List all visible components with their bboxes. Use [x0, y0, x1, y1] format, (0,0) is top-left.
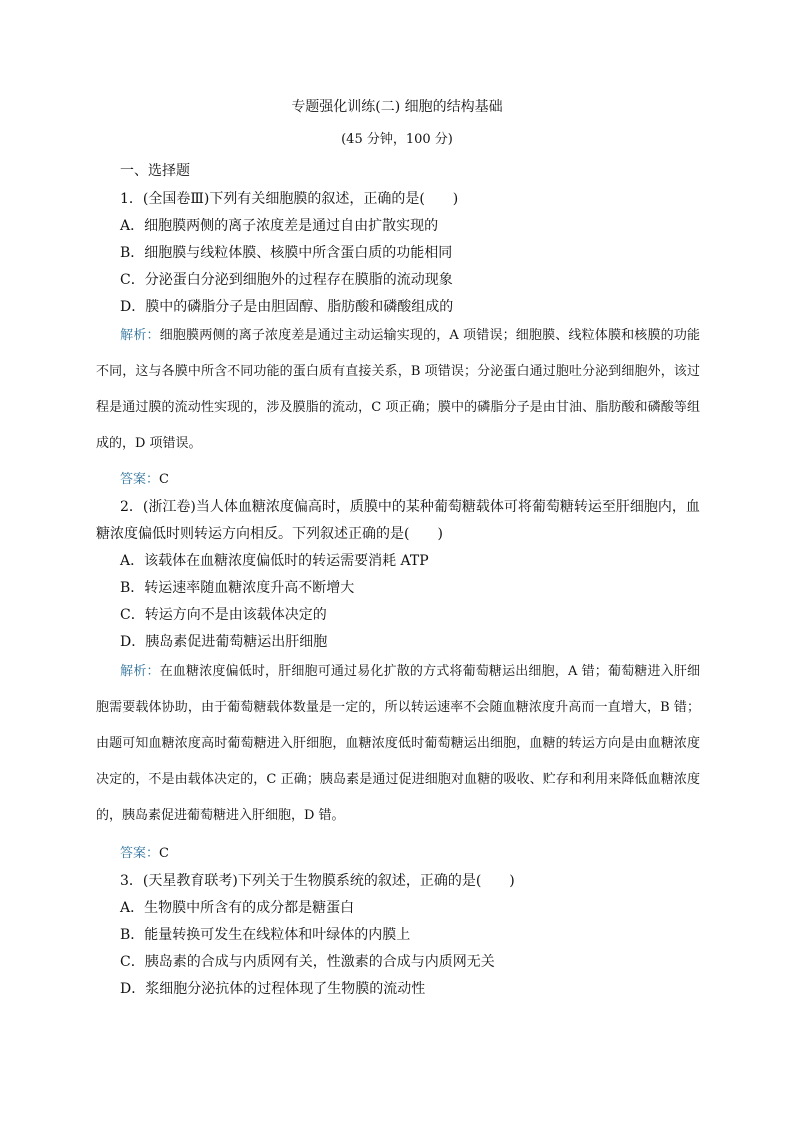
question-2-option-a: A．该载体在血糖浓度偏低时的转运需要消耗 ATP [120, 553, 429, 569]
question-2-option-d: D．胰岛素促进葡萄糖运出肝细胞 [120, 634, 328, 650]
question-2-stem-line-1: 2．(浙江卷)当人体血糖浓度偏高时，质膜中的某种葡萄糖载体可将葡萄糖转运至肝细胞内，血 [120, 499, 700, 515]
question-1-option-a: A．细胞膜两侧的离子浓度差是通过自由扩散实现的 [120, 218, 439, 234]
explanation-text: 细胞膜两侧的离子浓度差是通过主动运输实现的，A 项错误；细胞膜、线粒体膜和核膜的功能不同，这与各膜中所含不同功能的蛋白质有直接关系，B 项错误；分泌蛋白通过胞吐分泌到细胞外，该过程是通过膜的流动性实现的，涉及膜脂的流动，C 项正确；膜中的磷脂分子是由甘油、脂肪酸和磷酸等组成的，D 项错误。 [96, 328, 700, 451]
explanation-label: 解析： [120, 664, 160, 679]
page-subtitle: (45 分钟，100 分) [341, 132, 453, 147]
question-2-stem-line-2: 糖浓度偏低时则转运方向相反。下列叙述正确的是( ) [96, 526, 443, 542]
question-3-stem: 3．(天星教育联考)下列关于生物膜系统的叙述，正确的是( ) [120, 873, 515, 889]
question-1-explanation [96, 318, 700, 462]
section-heading: 一、选择题 [120, 163, 190, 179]
question-2-answer [120, 842, 169, 861]
question-2-explanation [96, 654, 700, 834]
question-1-option-d: D．膜中的磷脂分子是由胆固醇、脂肪酸和磷酸组成的 [120, 299, 454, 315]
answer-value: C [159, 472, 169, 487]
explanation-label: 解析： [120, 328, 160, 343]
question-1-stem: 1．(全国卷Ⅲ)下列有关细胞膜的叙述，正确的是( ) [120, 191, 459, 207]
explanation-text: 在血糖浓度偏低时，肝细胞可通过易化扩散的方式将葡萄糖运出细胞，A 错；葡萄糖进入肝细胞需要载体协助，由于葡萄糖载体数量是一定的，所以转运速率不会随血糖浓度升高而一直增大，B 错；由题可知血糖浓度高时葡萄糖进入肝细胞，血糖浓度低时葡萄糖运出细胞，血糖的转运方向是由血糖浓度决定的，不是由载体决定的，C 正确；胰岛素是通过促进细胞对血糖的吸收、贮存和利用来降低血糖浓度的，胰岛素促进葡萄糖进入肝细胞，D 错。 [96, 664, 700, 823]
question-1-answer [120, 468, 169, 487]
question-2-option-c: C．转运方向不是由该载体决定的 [120, 607, 327, 623]
question-2-option-b: B．转运速率随血糖浓度升高不断增大 [120, 580, 355, 596]
question-3-option-d: D．浆细胞分泌抗体的过程体现了生物膜的流动性 [120, 981, 426, 997]
question-3-option-b: B．能量转换可发生在线粒体和叶绿体的内膜上 [120, 927, 411, 943]
answer-label: 答案： [120, 846, 160, 861]
answer-value: C [159, 846, 169, 861]
question-1-option-c: C．分泌蛋白分泌到细胞外的过程存在膜脂的流动现象 [120, 272, 453, 288]
question-1-option-b: B．细胞膜与线粒体膜、核膜中所含蛋白质的功能相同 [120, 245, 453, 261]
answer-label: 答案： [120, 472, 160, 487]
question-3-option-a: A．生物膜中所含有的成分都是糖蛋白 [120, 900, 355, 916]
page-title: 专题强化训练(二) 细胞的结构基础 [291, 99, 503, 115]
question-3-option-c: C．胰岛素的合成与内质网有关，性激素的合成与内质网无关 [120, 954, 495, 970]
